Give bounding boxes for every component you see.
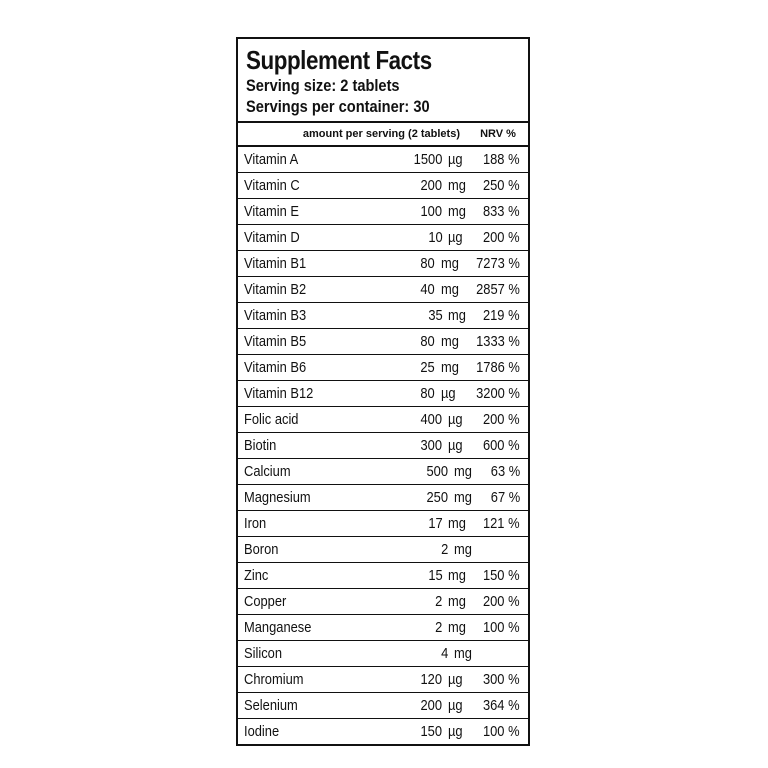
nutrient-nrv: 1786 %	[476, 359, 520, 376]
nutrient-row	[238, 407, 528, 433]
nutrient-amount: 100	[420, 203, 443, 220]
nutrient-amount: 200	[420, 177, 443, 194]
nutrient-nrv: 200 %	[483, 411, 520, 428]
nutrient-name: Chromium	[244, 671, 304, 688]
nutrient-nrv: 833 %	[483, 203, 520, 220]
nutrient-name: Magnesium	[244, 489, 311, 506]
nutrient-row	[238, 329, 528, 355]
nutrient-row	[238, 615, 528, 641]
nutrient-amount: 400	[420, 411, 443, 428]
nutrient-unit: mg	[441, 255, 459, 272]
label-title: Supplement Facts	[246, 45, 432, 75]
nutrient-nrv: 100 %	[483, 723, 520, 740]
nutrient-nrv: 63 %	[490, 463, 520, 480]
column-header	[238, 123, 528, 147]
nutrient-nrv: 2857 %	[476, 281, 520, 298]
nutrient-nrv: 300 %	[483, 671, 520, 688]
nutrient-amount: 150	[420, 723, 443, 740]
nutrient-row	[238, 251, 528, 277]
nutrient-unit: µg	[448, 723, 463, 740]
nutrient-row	[238, 589, 528, 615]
nutrient-amount: 40	[420, 281, 436, 298]
servings-per-container: Servings per container: 30	[246, 97, 430, 116]
nutrient-row	[238, 433, 528, 459]
nutrient-nrv: 200 %	[483, 593, 520, 610]
nutrient-nrv: 150 %	[483, 567, 520, 584]
nutrient-unit: µg	[441, 385, 456, 402]
nutrient-row	[238, 511, 528, 537]
nutrient-name: Vitamin B3	[244, 307, 307, 324]
nutrient-nrv: 100 %	[483, 619, 520, 636]
nutrient-row	[238, 693, 528, 719]
nutrient-table	[238, 147, 528, 744]
nutrient-unit: mg	[454, 463, 472, 480]
nutrient-row	[238, 147, 528, 173]
nutrient-unit: mg	[448, 177, 467, 194]
nutrient-amount: 4	[440, 645, 448, 662]
nutrient-unit: mg	[441, 333, 459, 350]
nutrient-name: Silicon	[244, 645, 283, 662]
nutrient-name: Iron	[244, 515, 267, 532]
nutrient-unit: mg	[448, 515, 467, 532]
nutrient-nrv: 200 %	[483, 229, 520, 246]
nutrient-row	[238, 225, 528, 251]
nutrient-nrv: 121 %	[483, 515, 520, 532]
nutrient-row	[238, 537, 528, 563]
nutrient-unit: µg	[448, 411, 463, 428]
nutrient-row	[238, 173, 528, 199]
nutrient-unit: µg	[448, 437, 463, 454]
nutrient-name: Vitamin A	[244, 151, 299, 168]
nutrient-name: Vitamin B1	[244, 255, 307, 272]
nutrient-nrv: 1333 %	[476, 333, 520, 350]
nutrient-row	[238, 459, 528, 485]
nutrient-name: Zinc	[244, 567, 269, 584]
nutrient-name: Vitamin B12	[244, 385, 314, 402]
nutrient-unit: mg	[448, 593, 467, 610]
column-amount-header: amount per serving (2 tablets)	[302, 128, 460, 140]
nutrient-amount: 2	[435, 593, 443, 610]
nutrient-amount: 2	[435, 619, 443, 636]
nutrient-amount: 300	[420, 437, 443, 454]
nutrient-row	[238, 667, 528, 693]
nutrient-row	[238, 303, 528, 329]
nutrient-amount: 25	[420, 359, 436, 376]
nutrient-name: Vitamin D	[244, 229, 300, 246]
nutrient-name: Vitamin C	[244, 177, 300, 194]
label-header	[238, 39, 528, 123]
nutrient-row	[238, 381, 528, 407]
supplement-facts-label	[236, 37, 530, 746]
nutrient-amount: 10	[427, 229, 443, 246]
nutrient-amount: 1500	[413, 151, 443, 168]
serving-size: Serving size: 2 tablets	[246, 76, 400, 95]
nutrient-name: Biotin	[244, 437, 277, 454]
nutrient-name: Vitamin B5	[244, 333, 307, 350]
nutrient-unit: mg	[448, 307, 467, 324]
nutrient-nrv: 364 %	[483, 697, 520, 714]
nutrient-unit: µg	[448, 229, 463, 246]
nutrient-name: Iodine	[244, 723, 280, 740]
nutrient-unit: µg	[448, 151, 463, 168]
nutrient-unit: mg	[454, 541, 472, 558]
column-nrv-header: NRV %	[480, 128, 516, 140]
nutrient-amount: 15	[427, 567, 443, 584]
nutrient-amount: 2	[440, 541, 448, 558]
nutrient-nrv: 67 %	[490, 489, 520, 506]
nutrient-amount: 200	[420, 697, 443, 714]
nutrient-amount: 120	[420, 671, 443, 688]
nutrient-row	[238, 355, 528, 381]
nutrient-unit: mg	[441, 359, 459, 376]
nutrient-row	[238, 277, 528, 303]
nutrient-name: Boron	[244, 541, 279, 558]
nutrient-name: Folic acid	[244, 411, 299, 428]
nutrient-amount: 80	[420, 333, 436, 350]
nutrient-unit: µg	[448, 697, 463, 714]
nutrient-name: Vitamin B2	[244, 281, 307, 298]
nutrient-name: Copper	[244, 593, 287, 610]
nutrient-amount: 17	[427, 515, 443, 532]
nutrient-row	[238, 719, 528, 744]
nutrient-row	[238, 199, 528, 225]
nutrient-name: Calcium	[244, 463, 291, 480]
nutrient-unit: mg	[454, 489, 472, 506]
nutrient-row	[238, 485, 528, 511]
nutrient-unit: mg	[448, 203, 467, 220]
nutrient-unit: µg	[448, 671, 463, 688]
nutrient-name: Manganese	[244, 619, 312, 636]
nutrient-amount: 250	[426, 489, 448, 506]
nutrient-name: Vitamin B6	[244, 359, 307, 376]
nutrient-unit: mg	[448, 567, 467, 584]
nutrient-amount: 500	[426, 463, 448, 480]
nutrient-nrv: 219 %	[483, 307, 520, 324]
nutrient-unit: mg	[454, 645, 472, 662]
nutrient-nrv: 7273 %	[476, 255, 520, 272]
nutrient-unit: mg	[441, 281, 459, 298]
nutrient-nrv: 188 %	[483, 151, 520, 168]
nutrient-nrv: 3200 %	[476, 385, 520, 402]
nutrient-amount: 80	[420, 385, 436, 402]
nutrient-name: Selenium	[244, 697, 298, 714]
nutrient-row	[238, 563, 528, 589]
nutrient-nrv: 250 %	[483, 177, 520, 194]
nutrient-amount: 80	[420, 255, 436, 272]
nutrient-name: Vitamin E	[244, 203, 299, 220]
nutrient-unit: mg	[448, 619, 467, 636]
nutrient-row	[238, 641, 528, 667]
nutrient-amount: 35	[427, 307, 443, 324]
nutrient-nrv: 600 %	[483, 437, 520, 454]
